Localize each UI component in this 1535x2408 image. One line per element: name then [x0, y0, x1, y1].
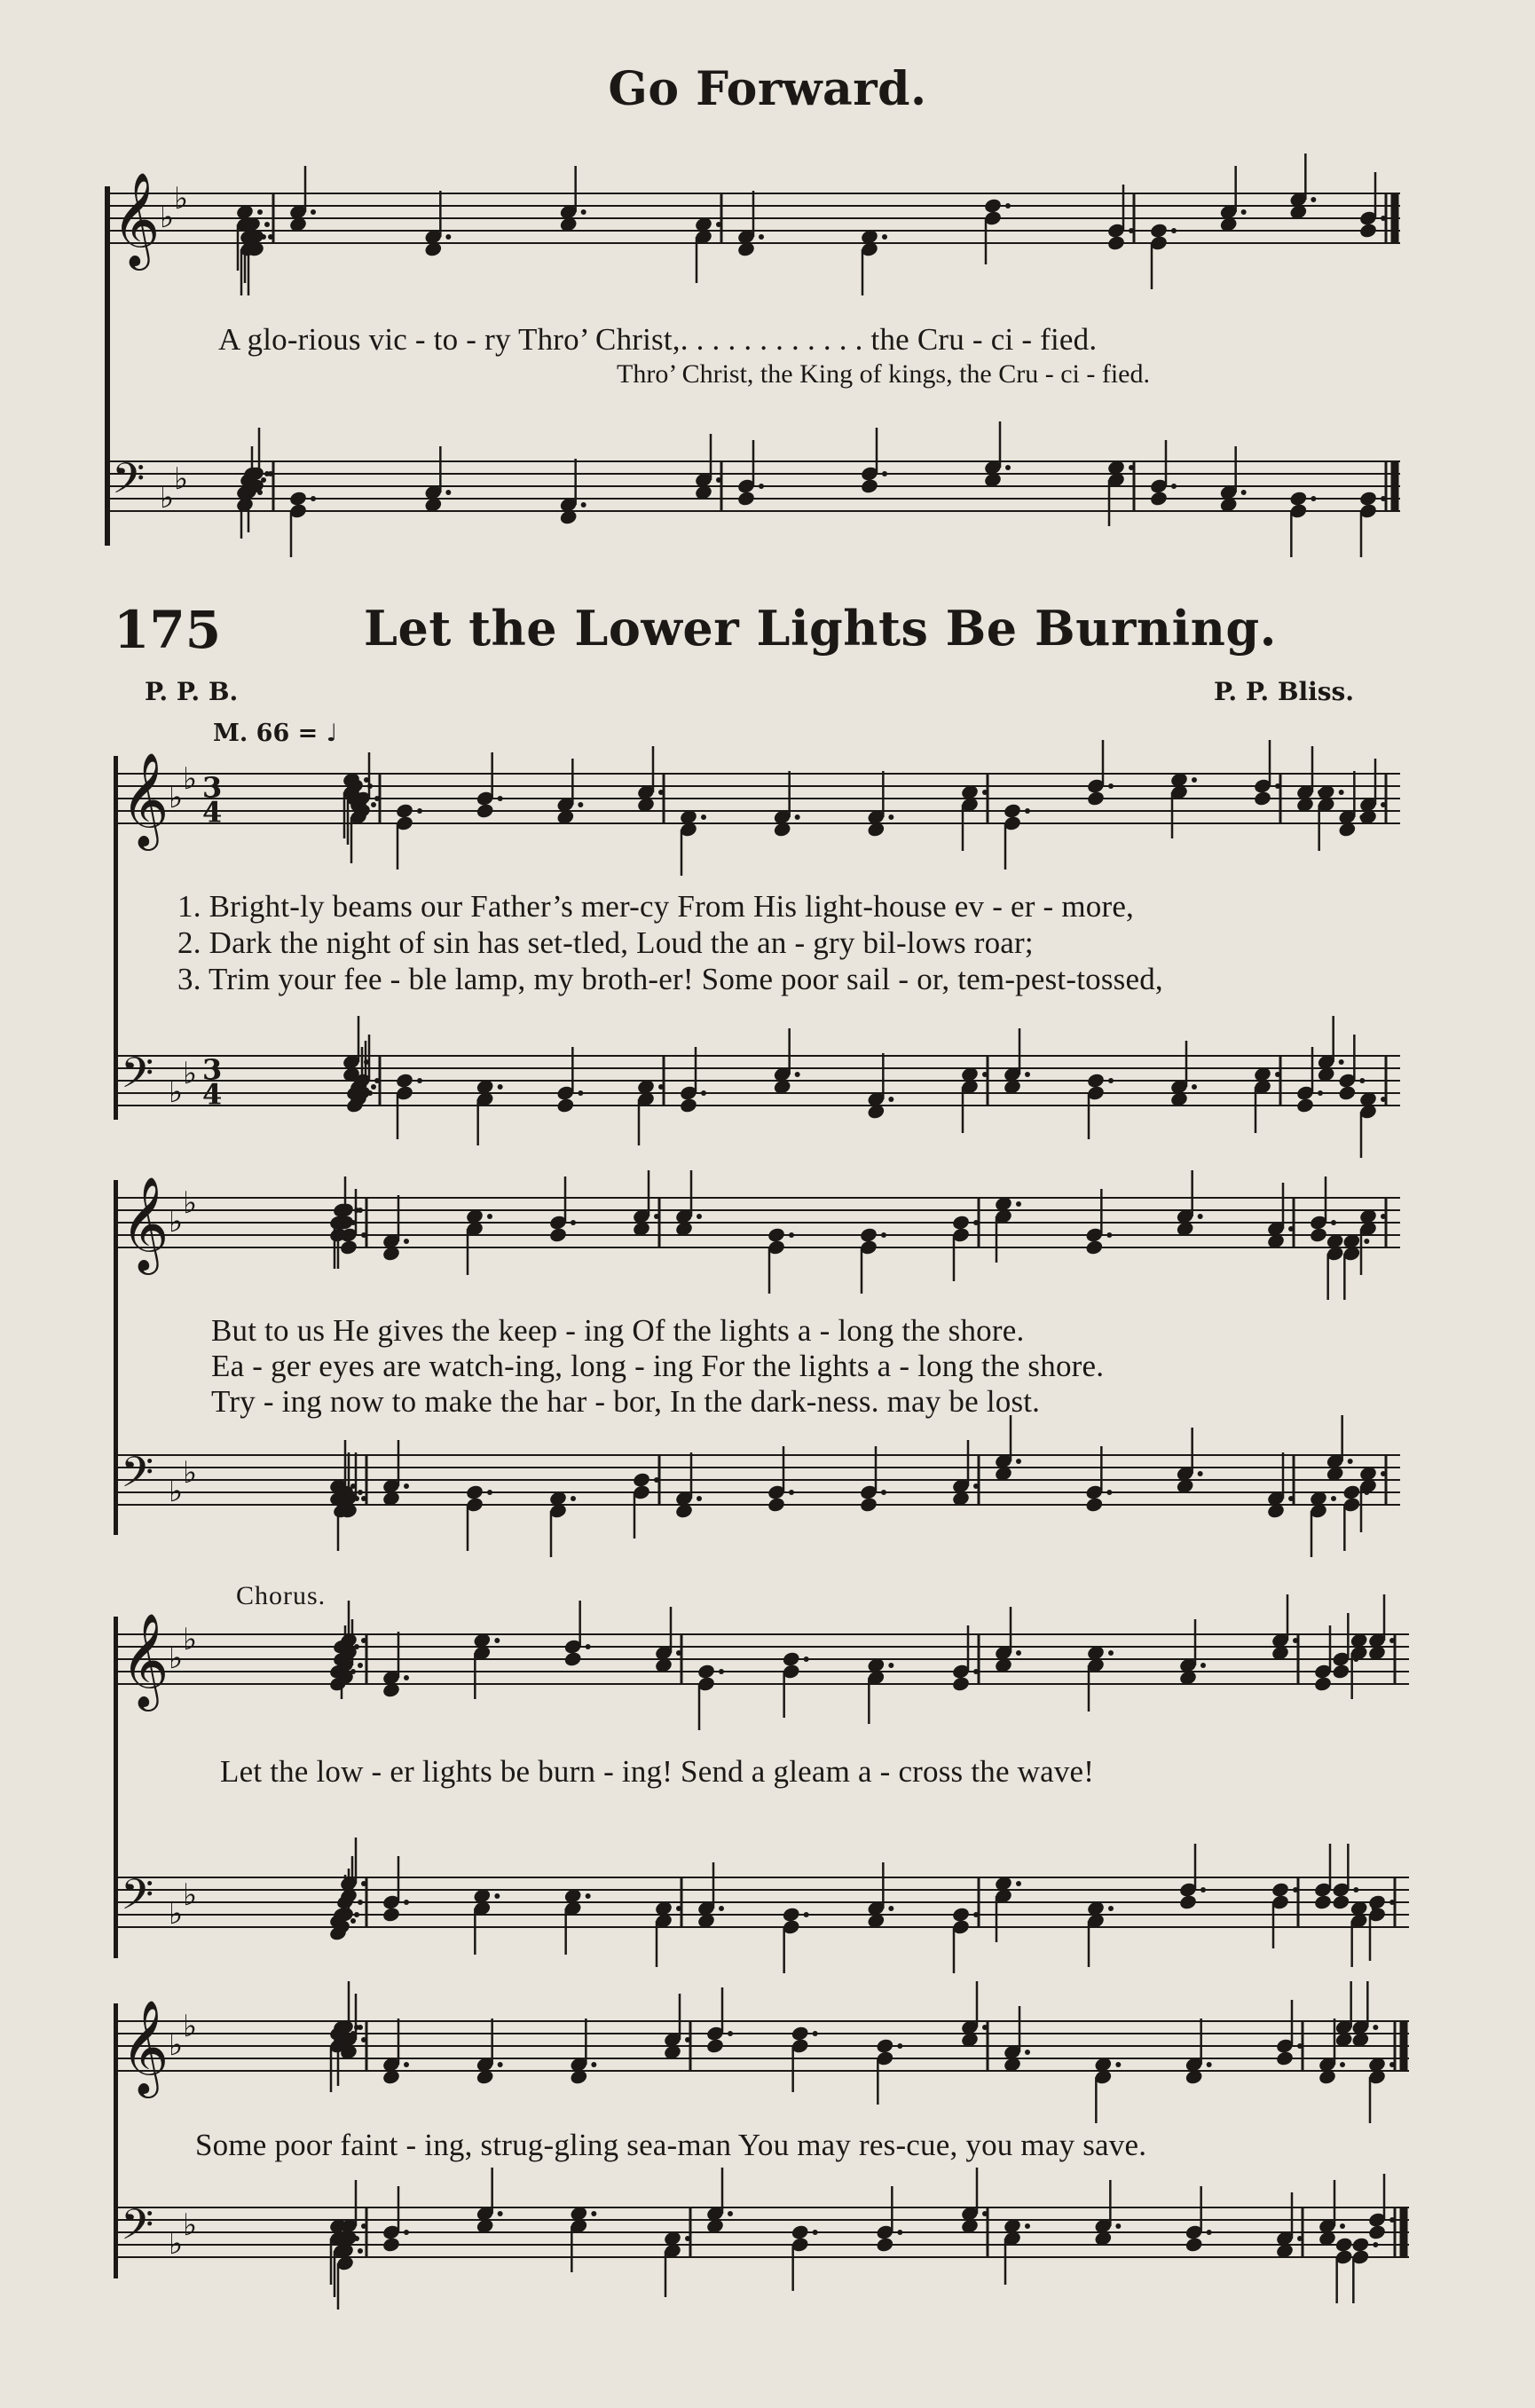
final-treble-staff [114, 1999, 1409, 2110]
note-head [1086, 1072, 1106, 1089]
flat-icon: ♭ [183, 1455, 198, 1491]
system1-brace [114, 756, 118, 1120]
note-head [1149, 222, 1169, 239]
dot [1297, 2236, 1303, 2241]
dot [1288, 1496, 1294, 1501]
chorus-treble-staff [114, 1612, 1409, 1723]
dot [1318, 1090, 1323, 1096]
dot [404, 1900, 409, 1905]
dot [1115, 2062, 1121, 2067]
dot [804, 1912, 809, 1917]
final-lyrics: Some poor faint - ing, strug-gling sea-man You may res-cue, you may save. [195, 2128, 1147, 2162]
dot [685, 2236, 690, 2241]
dot [982, 1072, 988, 1077]
note-head [875, 2236, 894, 2253]
note-head [1086, 790, 1106, 807]
treble-clef-icon: 𝄞 [121, 1176, 169, 1271]
note-head [767, 1496, 786, 1513]
note-head [860, 477, 879, 494]
dot [1108, 1906, 1114, 1911]
dot [358, 1663, 363, 1668]
dot [973, 1912, 979, 1917]
note-head [563, 1650, 583, 1667]
note-head [632, 1471, 651, 1488]
time-signature-top: 3 [202, 770, 223, 805]
dot [881, 1490, 886, 1495]
dot [888, 814, 893, 820]
dot [1288, 1226, 1294, 1232]
dot [268, 234, 273, 240]
dot [1106, 1232, 1112, 1238]
dot [264, 222, 270, 227]
dot [1389, 2217, 1395, 2223]
dot [358, 1900, 363, 1905]
note-head [705, 2037, 725, 2054]
verse1-line1: 1. Bright-ly beams our Father’s mer-cy From His light-house ev - er - more, [177, 889, 1135, 924]
note-head [1331, 1663, 1350, 1680]
dot [1025, 808, 1030, 814]
dot [1016, 1201, 1021, 1207]
dot [354, 1912, 359, 1917]
dot [882, 471, 887, 476]
previous-hymn-title: Go Forward. [608, 62, 927, 116]
final-bass-staff [114, 2190, 1409, 2296]
dot [1016, 1881, 1021, 1886]
note-head [983, 197, 1003, 214]
dot [1389, 1900, 1395, 1905]
dot [1192, 1084, 1197, 1090]
dot [1348, 1459, 1353, 1464]
dot [494, 1638, 500, 1643]
time-signature-top: 3 [202, 1052, 223, 1087]
dot [361, 2223, 366, 2229]
dot [1389, 1638, 1395, 1643]
dot [581, 209, 586, 215]
dot [498, 2062, 503, 2067]
verse3-line1: 3. Trim your fee - ble lamp, my broth-er! Some poor sail - or, tem-pest-tossed, [177, 962, 1163, 996]
dot [404, 1239, 409, 1244]
system2-brace [114, 1180, 118, 1535]
dot [676, 1906, 681, 1911]
note-head [736, 490, 756, 507]
note-head [1275, 2050, 1295, 2066]
dot [654, 1214, 659, 1219]
flat-icon: ♭ [174, 181, 189, 216]
dot [1293, 1638, 1298, 1643]
dot [1200, 1887, 1206, 1893]
dot [888, 1663, 893, 1668]
dot [571, 1496, 576, 1501]
dot [581, 502, 586, 508]
note-head [339, 1239, 358, 1255]
dot [685, 2037, 690, 2042]
flat-icon: ♭ [174, 461, 189, 497]
bass-clef-icon: 𝄢 [121, 1869, 154, 1930]
flat-icon: ♭ [183, 1056, 198, 1091]
note-head [1331, 1893, 1350, 1910]
dot [1381, 216, 1386, 221]
note-head [395, 802, 414, 819]
dot [1108, 1650, 1114, 1656]
note-head [679, 1097, 698, 1114]
note-head [791, 2025, 810, 2042]
dot [1353, 1887, 1358, 1893]
dot [973, 1220, 979, 1225]
words-credit: P. P. B. [145, 677, 239, 706]
dot [1129, 465, 1134, 470]
treble-clef-icon: 𝄞 [121, 1612, 169, 1708]
dot [1364, 1239, 1369, 1244]
dot [1297, 2043, 1303, 2049]
note-head [1367, 1893, 1387, 1910]
note-head [859, 1226, 878, 1243]
note-head [382, 2236, 401, 2253]
time-signature-bottom: 4 [202, 1077, 223, 1112]
dot [1381, 1214, 1386, 1219]
dot [728, 2211, 733, 2216]
flat-icon: ♭ [169, 2226, 184, 2262]
dot [1293, 1887, 1298, 1893]
dot [350, 1918, 356, 1924]
bass-clef-icon: 𝄢 [121, 2199, 154, 2260]
dot [586, 1644, 591, 1649]
note-head [791, 2223, 810, 2240]
dot [1207, 2230, 1212, 2235]
dot [1275, 1072, 1280, 1077]
flat-icon: ♭ [183, 2009, 198, 2044]
flat-icon: ♭ [183, 761, 198, 797]
dot [358, 1208, 363, 1213]
treble-clef-icon: 𝄞 [112, 171, 161, 267]
dot [676, 1650, 681, 1656]
dot [1200, 1663, 1206, 1668]
dot [897, 2043, 902, 2049]
dot [257, 209, 263, 215]
note-head [1106, 234, 1126, 251]
bass-clef-icon: 𝄢 [112, 452, 146, 514]
dot [719, 1669, 724, 1674]
dot [571, 1220, 576, 1225]
tempo-marking: M. 66 = ♩ [213, 720, 338, 747]
dot [494, 1893, 500, 1899]
dot [498, 2211, 503, 2216]
dot [1025, 2050, 1030, 2055]
system1-lyrics [177, 888, 1163, 997]
bass-clef-icon: 𝄢 [121, 1047, 154, 1108]
dot [982, 2025, 988, 2030]
dot [658, 1084, 664, 1090]
dot [1016, 1459, 1021, 1464]
final-brace [114, 2003, 118, 2278]
dot [1171, 228, 1177, 233]
dot [311, 496, 316, 501]
dot [361, 1496, 366, 1501]
dot [404, 1483, 409, 1489]
note-head [548, 1226, 568, 1243]
go-forward-lyrics-line1: A glo-rious vic - to - ry Thro’ Christ,. . . . . . . . . . . . the Cru - ci - fied. [218, 322, 1098, 357]
note-head [782, 1906, 801, 1923]
treble-clef-icon: 𝄞 [121, 1999, 169, 2095]
system2-treble-staff [114, 1176, 1400, 1287]
go-forward-treble-staff [105, 171, 1400, 282]
dot [789, 1232, 794, 1238]
note-head [859, 1496, 878, 1513]
note-head [697, 1663, 716, 1680]
go-forward-lyrics-line2: Thro’ Christ, the King of kings, the Cru - ci - fied. [617, 359, 1150, 389]
dot [654, 1477, 659, 1483]
flat-icon: ♭ [169, 1641, 184, 1676]
dot [586, 1893, 591, 1899]
dot [888, 1906, 893, 1911]
dot [1005, 203, 1011, 209]
dot [417, 808, 422, 814]
dot [1381, 1097, 1386, 1102]
dot [1311, 496, 1316, 501]
chorus-brace [114, 1617, 118, 1958]
dot [1115, 2223, 1121, 2229]
dot [1241, 490, 1247, 495]
dot [1373, 2242, 1378, 2247]
note-head [1003, 802, 1022, 819]
note-head [1288, 490, 1308, 507]
dot [716, 477, 721, 483]
system2-bass-staff [114, 1437, 1400, 1544]
system2-lyrics [211, 1313, 1104, 1420]
dot [591, 2062, 596, 2067]
dot [1331, 1220, 1336, 1225]
hymn-number: 175 [114, 600, 222, 660]
bass-clef-icon: 𝄢 [121, 1446, 154, 1507]
dot [358, 1490, 363, 1495]
dot [361, 1232, 366, 1238]
dot [1198, 1471, 1203, 1476]
dot [358, 2248, 363, 2254]
dot [701, 1090, 706, 1096]
note-head [1253, 790, 1272, 807]
dot [697, 1214, 702, 1219]
dot [1106, 1490, 1112, 1495]
dot [311, 209, 316, 215]
note-head [395, 1072, 414, 1089]
dot [1241, 209, 1247, 215]
flat-icon: ♭ [169, 1896, 184, 1932]
dot [1340, 2062, 1345, 2067]
dot [1025, 1072, 1030, 1077]
flat-icon: ♭ [169, 2027, 184, 2063]
note-head [875, 2037, 894, 2054]
note-head [1350, 2236, 1370, 2253]
dot [804, 1656, 809, 1662]
note-head [555, 1097, 575, 1114]
dot [1373, 2025, 1378, 2030]
dot [358, 2025, 363, 2030]
dot [728, 2031, 733, 2036]
note-head [1084, 1239, 1104, 1255]
dot [1025, 2223, 1030, 2229]
note-head [1367, 2223, 1387, 2240]
dot [759, 484, 764, 489]
dot [813, 2230, 818, 2235]
dot [982, 2211, 988, 2216]
dot [591, 2211, 596, 2216]
dot [795, 814, 800, 820]
flat-icon: ♭ [183, 1185, 198, 1221]
dot [445, 490, 451, 495]
dot [1108, 1078, 1114, 1083]
dot [498, 1084, 503, 1090]
flat-icon: ♭ [169, 780, 184, 815]
dot [361, 1881, 366, 1886]
dot [1192, 777, 1197, 783]
dot [268, 471, 273, 476]
dot [697, 1496, 702, 1501]
note-head [288, 490, 308, 507]
dot [1381, 496, 1386, 501]
note-head [1149, 490, 1169, 507]
dot [759, 234, 764, 240]
dot [701, 814, 706, 820]
dot [882, 234, 887, 240]
note-head [1342, 1483, 1361, 1500]
verse3-line2: Try - ing now to make the har - bor, In the dark-ness. may be lost. [211, 1384, 1041, 1419]
dot [1389, 2062, 1395, 2067]
go-forward-bass-staff [105, 444, 1400, 550]
chorus-bass-staff [114, 1860, 1409, 1966]
dot [881, 1232, 886, 1238]
dot [1275, 783, 1280, 789]
dot [1359, 1078, 1365, 1083]
dot [1340, 2223, 1345, 2229]
dot [404, 2230, 409, 2235]
dot [371, 802, 376, 807]
note-head [1271, 1881, 1290, 1898]
dot [487, 1490, 492, 1495]
dot [374, 1078, 380, 1083]
dot [361, 2037, 366, 2042]
note-head [951, 1675, 971, 1692]
note-head [1358, 222, 1378, 239]
system1-bass-staff [114, 1038, 1400, 1145]
dot [498, 796, 503, 801]
note-head [951, 1906, 971, 1923]
flat-icon: ♭ [160, 480, 175, 515]
note-head [1185, 2236, 1204, 2253]
note-head [1309, 1226, 1328, 1243]
dot [1207, 2062, 1212, 2067]
dot [404, 2062, 409, 2067]
verse2-line1: 2. Dark the night of sin has set-tled, Loud the an - gry bil-lows roar; [177, 925, 1034, 960]
hymn-title: Let the Lower Lights Be Burning. [364, 600, 1277, 657]
flat-icon: ♭ [183, 1877, 198, 1913]
note-head [1295, 1097, 1315, 1114]
dot [716, 222, 721, 227]
dot [1129, 228, 1134, 233]
dot [417, 1078, 422, 1083]
note-head [1337, 1084, 1357, 1101]
note-head [951, 1214, 971, 1231]
dot [1108, 783, 1114, 789]
verse2-line2: Ea - ger eyes are watch-ing, long - ing For the lights a - long the shore. [211, 1349, 1105, 1383]
go-forward-system-brace [105, 186, 110, 546]
flat-icon: ♭ [160, 200, 175, 235]
dot [404, 1675, 409, 1680]
note-head [465, 1483, 484, 1500]
dot [361, 1638, 366, 1643]
flat-icon: ♭ [169, 1204, 184, 1239]
dot [1198, 1214, 1203, 1219]
dot [795, 1072, 800, 1077]
dot [813, 2031, 818, 2036]
time-signature-bottom: 4 [202, 795, 223, 830]
dot [1381, 802, 1386, 807]
note-head [476, 802, 495, 819]
flat-icon: ♭ [169, 1474, 184, 1509]
dot [487, 1214, 492, 1219]
dot [1339, 790, 1344, 795]
dot [982, 790, 988, 795]
dot [719, 1906, 724, 1911]
dot [897, 2230, 902, 2235]
note-head [1334, 2236, 1354, 2253]
note-head [782, 1650, 801, 1667]
dot [973, 1669, 979, 1674]
flat-icon: ♭ [183, 2207, 198, 2243]
treble-clef-icon: 𝄞 [121, 752, 169, 847]
dot [789, 1490, 794, 1495]
dot [1016, 1650, 1021, 1656]
note-head [767, 1226, 786, 1243]
dot [1005, 465, 1011, 470]
chorus-label: Chorus. [236, 1581, 327, 1610]
dot [1339, 1059, 1344, 1065]
dot [374, 796, 380, 801]
dot [658, 790, 664, 795]
note-head [1313, 1893, 1333, 1910]
note-head [1313, 1675, 1333, 1692]
dot [1311, 197, 1316, 202]
dot [578, 1090, 583, 1096]
dot [371, 1084, 376, 1090]
dot [1381, 1471, 1386, 1476]
note-head [1358, 490, 1378, 507]
dot [1331, 1496, 1336, 1501]
note-head [1084, 1496, 1104, 1513]
dot [445, 234, 451, 240]
verse1-line2: But to us He gives the keep - ing Of the lights a - long the shore. [211, 1313, 1025, 1348]
music-credit: P. P. Bliss. [1214, 677, 1355, 706]
dot [578, 802, 583, 807]
dot [973, 1483, 979, 1489]
note-head [1178, 1893, 1198, 1910]
flat-icon: ♭ [169, 1074, 184, 1110]
dot [1171, 484, 1177, 489]
system1-treble-staff [114, 752, 1400, 862]
chorus-lyrics: Let the low - er lights be burn - ing! Send a gleam a - cross the wave! [220, 1754, 1095, 1789]
flat-icon: ♭ [183, 1622, 198, 1657]
note-head [382, 1906, 401, 1923]
dot [888, 1097, 893, 1102]
